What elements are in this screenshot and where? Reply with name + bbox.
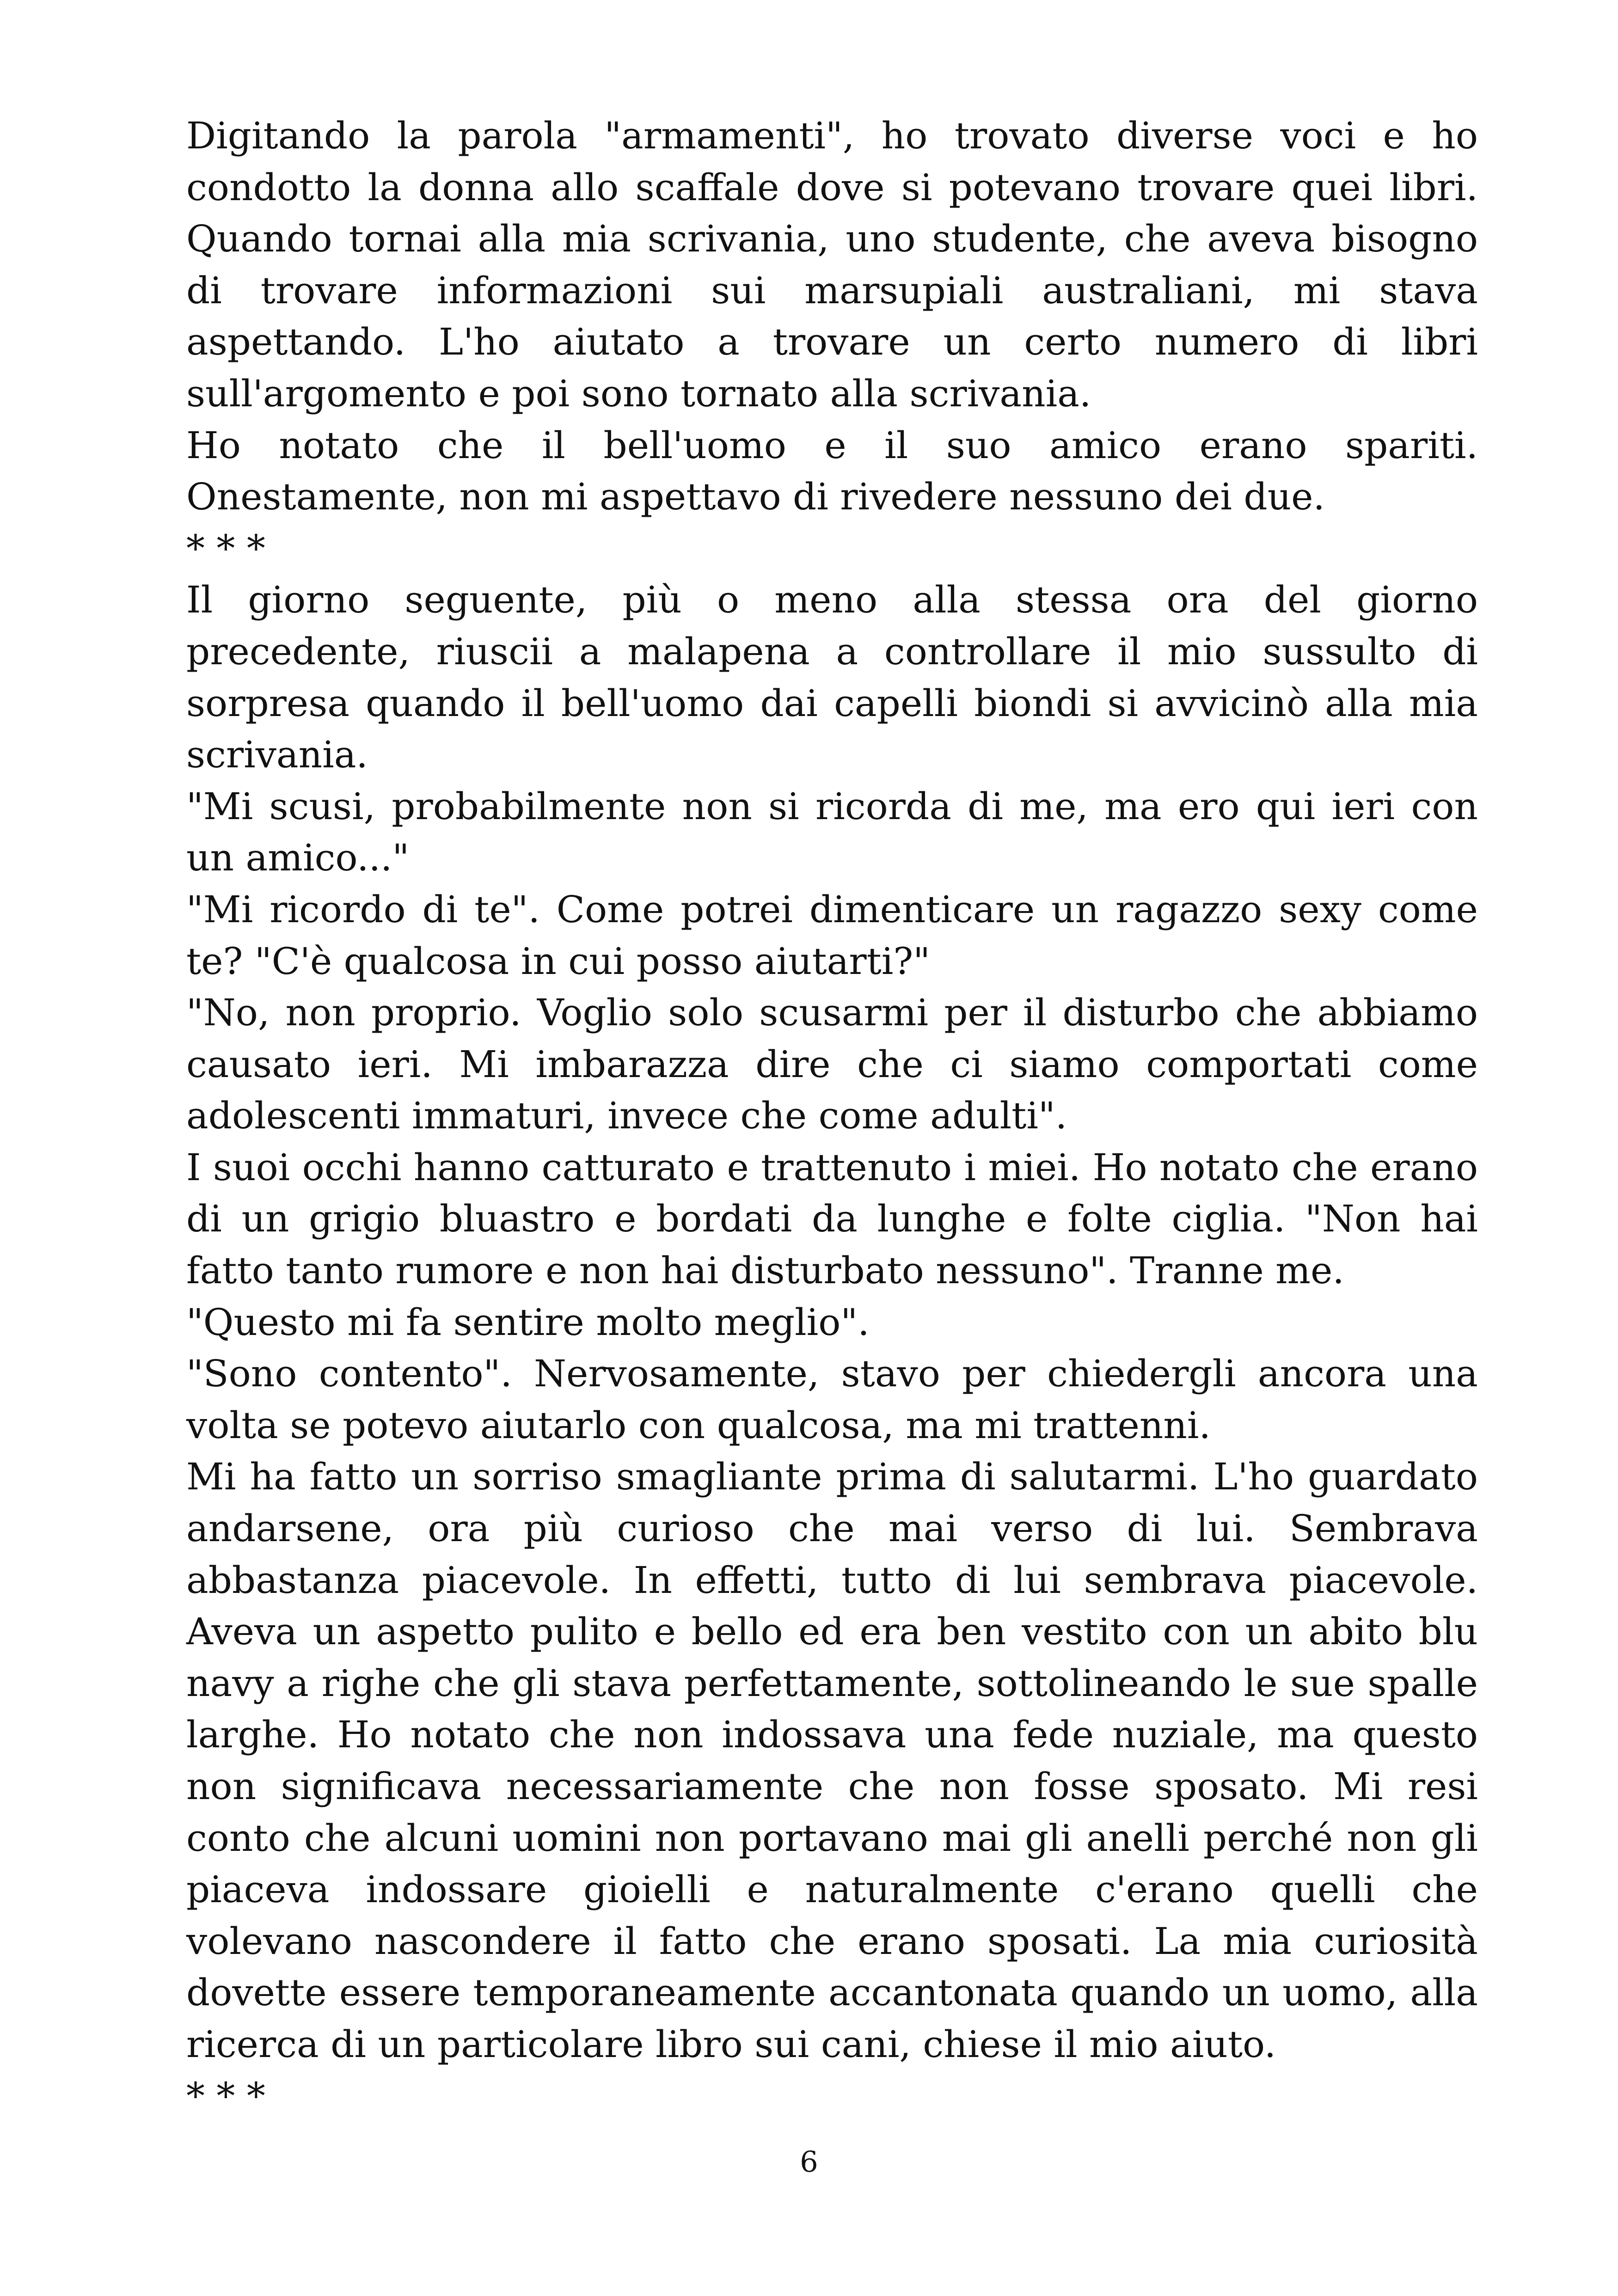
body-text bbox=[186, 110, 1478, 2122]
paragraph: "Mi ricordo di te". Come potrei dimenticare un ragazzo sexy come te? "C'è qualcosa in cui posso aiutarti?" bbox=[186, 888, 1478, 983]
paragraph: "Mi scusi, probabilmente non si ricorda di me, ma ero qui ieri con un amico..." bbox=[186, 784, 1478, 880]
page-number: 6 bbox=[800, 2145, 818, 2179]
paragraph: I suoi occhi hanno catturato e trattenuto i miei. Ho notato che erano di un grigio bluastro e bordati da lunghe e folte ciglia. "Non hai fatto tanto rumore e non hai disturbato nessuno". Tranne me. bbox=[186, 1145, 1478, 1292]
section-separator: * * * bbox=[186, 2074, 265, 2118]
paragraph: "Sono contento". Nervosamente, stavo per chiedergli ancora una volta se potevo aiutarlo con qualcosa, ma mi trattenni. bbox=[186, 1352, 1478, 1447]
paragraph: "No, non proprio. Voglio solo scusarmi per il disturbo che abbiamo causato ieri. Mi imbarazza dire che ci siamo comportati come adolescenti immaturi, invece che come adulti". bbox=[186, 991, 1478, 1138]
paragraph: "Questo mi fa sentire molto meglio". bbox=[186, 1300, 870, 1344]
paragraph: Ho notato che il bell'uomo e il suo amico erano spariti. Onestamente, non mi aspettavo di rivedere nessuno dei due. bbox=[186, 423, 1478, 519]
paragraph: Il giorno seguente, più o meno alla stessa ora del giorno precedente, riuscii a malapena a controllare il mio sussulto di sorpresa quando il bell'uomo dai capelli biondi si avvicinò alla mia scrivania. bbox=[186, 578, 1478, 777]
paragraph: Digitando la parola "armamenti", ho trovato diverse voci e ho condotto la donna allo scaffale dove si potevano trovare quei libri. Quando tornai alla mia scrivania, uno studente, che aveva bisogno di trovare informazioni sui marsupiali australiani, mi stava aspettando. L'ho aiutato a trovare un certo numero di libri sull'argomento e poi sono tornato alla scrivania. bbox=[186, 114, 1478, 415]
paragraph: Mi ha fatto un sorriso smagliante prima di salutarmi. L'ho guardato andarsene, ora più curioso che mai verso di lui. Sembrava abbastanza piacevole. In effetti, tutto di lui sembrava piacevole. Aveva un aspetto pulito e bello ed era ben vestito con un abito blu navy a righe che gli stava perfettamente, sottolineando le sue spalle larghe. Ho notato che non indossava una fede nuziale, ma questo non significava necessariamente che non fosse sposato. Mi resi conto che alcuni uomini non portavano mai gli anelli perché non gli piaceva indossare gioielli e naturalmente c'erano quelli che volevano nascondere il fatto che erano sposati. La mia curiosità dovette essere temporaneamente accantonata quando un uomo, alla ricerca di un particolare libro sui cani, chiese il mio aiuto. bbox=[186, 1455, 1478, 2066]
section-separator: * * * bbox=[186, 527, 265, 570]
